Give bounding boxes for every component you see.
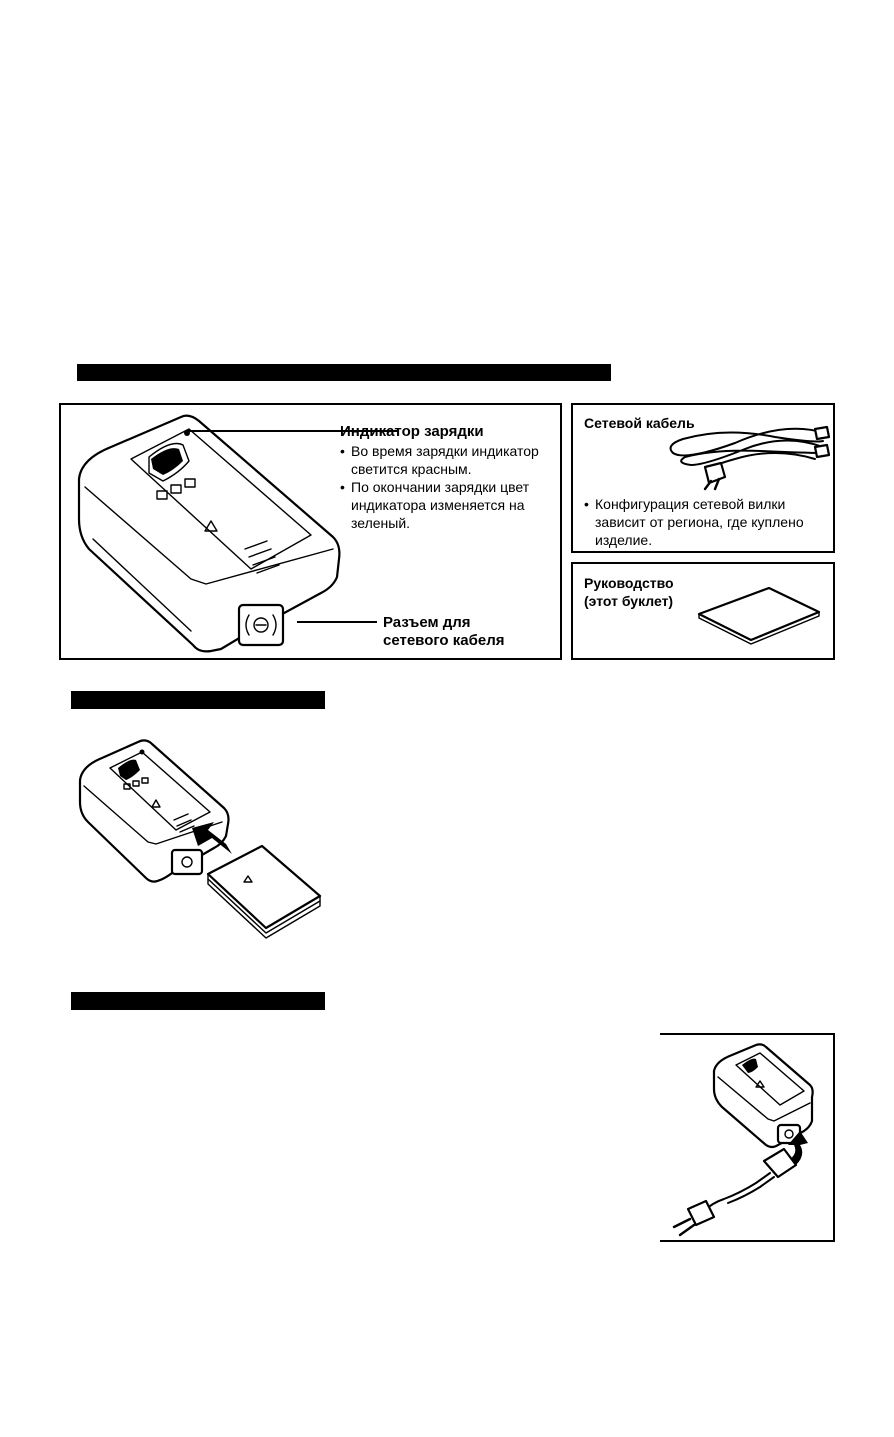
battery-insert-icon <box>76 738 326 953</box>
cable-connect-icon <box>660 1041 832 1241</box>
manual-title-line-2: (этот буклет) <box>584 593 674 609</box>
cable-note-text: Конфигурация сетевой вилки зависит от региона, где куплено изделие. <box>595 496 804 548</box>
section-header-bar-insert-battery <box>71 691 325 709</box>
section-header-bar-connect-cable <box>71 992 325 1010</box>
manual-title-line-1: Руководство <box>584 575 674 591</box>
cable-title: Сетевой кабель <box>584 415 695 431</box>
connect-cable-panel <box>660 1033 835 1242</box>
socket-label-line-1: Разъем для <box>383 614 471 631</box>
manual-title <box>584 574 674 610</box>
socket-label <box>383 614 504 650</box>
section-header-bar-components <box>77 364 611 381</box>
indicator-notes <box>340 442 555 532</box>
cable-panel <box>571 403 835 553</box>
cable-note-bullet: • <box>584 496 589 512</box>
indicator-note-2: • По окончании зарядки цвет индикатора изменяется на зеленый. <box>340 478 555 532</box>
indicator-note-1: • Во время зарядки индикатор светится красным. <box>340 442 555 478</box>
socket-leader-line <box>297 621 377 623</box>
power-cord-icon <box>665 413 835 491</box>
booklet-icon <box>693 584 823 646</box>
manual-panel <box>571 562 835 660</box>
socket-label-line-2: сетевого кабеля <box>383 632 505 649</box>
indicator-label: Индикатор зарядки <box>340 423 484 440</box>
charger-panel <box>59 403 562 660</box>
cable-note <box>584 495 830 549</box>
